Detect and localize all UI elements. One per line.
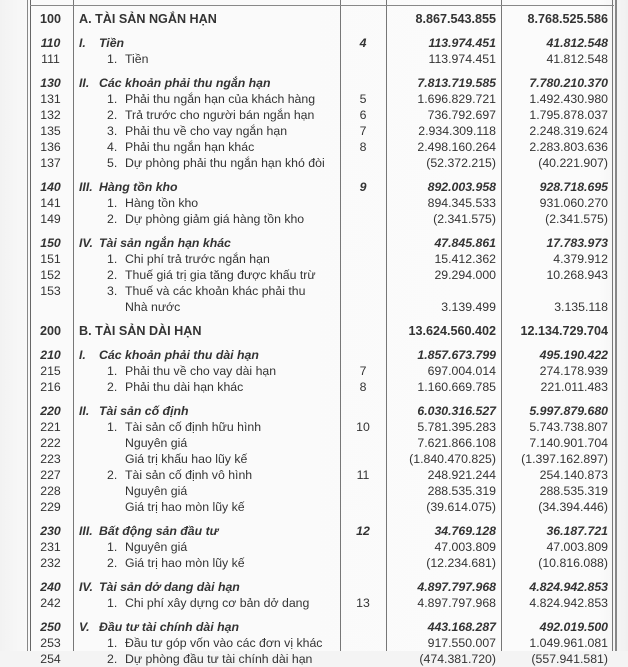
row-current-year-value: (474.381.720) [419,652,496,666]
table-row [0,299,628,315]
row-label: Giá trị khấu hao lũy kế [125,452,248,466]
row-label: Phải thu về cho vay dài hạn [125,364,277,378]
row-code: 110 [40,36,61,50]
row-code: 150 [40,236,61,250]
row-note: 7 [359,364,367,378]
row-code: 215 [40,364,61,378]
row-index: 3. [107,124,118,138]
row-current-year-value: 8.867.543.855 [415,12,496,26]
row-code: 153 [40,284,61,298]
table-row [0,579,628,595]
row-code: 131 [40,92,61,106]
row-code: 130 [40,76,61,90]
table-row [0,651,628,667]
row-label: Đầu tư tài chính dài hạn [99,620,239,634]
row-index: 1. [107,636,118,650]
row-current-year-value: (2.341.575) [433,212,496,226]
row-label: B. TÀI SẢN DÀI HẠN [79,324,202,338]
table-row [0,251,628,267]
row-description [79,299,385,315]
table-row [0,435,628,451]
row-prior-year-value: 4.824.942.853 [529,596,608,610]
row-index: 2. [107,652,118,666]
row-prior-year-value: 10.268.943 [546,268,608,282]
row-note: 12 [356,524,370,538]
row-current-year-value: 13.624.560.402 [408,324,496,338]
balance-sheet-table [0,9,628,667]
row-label: Tài sản dở dang dài hạn [99,580,240,594]
table-row [0,283,628,299]
row-description [79,595,367,611]
row-index: 2. [107,468,118,482]
row-label: Giá trị hao mòn lũy kế [125,556,245,570]
row-label: A. TÀI SẢN NGẮN HẠN [79,12,217,26]
row-code: 253 [40,636,61,650]
row-description [79,179,339,195]
row-note: 10 [356,420,370,434]
row-label: Dự phòng đầu tư tài chính dài hạn [125,652,313,666]
row-label: Nhà nước [125,300,181,314]
row-current-year-value: 113.974.451 [428,36,496,50]
row-description [79,51,367,67]
row-description [79,139,367,155]
row-description [79,523,339,539]
table-row [0,235,628,251]
row-code: 111 [41,52,60,66]
row-prior-year-value: 7.140.901.704 [529,436,608,450]
row-prior-year-value: 2.283.803.636 [529,140,608,154]
row-prior-year-value: (2.341.575) [545,212,608,226]
row-current-year-value: 47.003.809 [434,540,496,554]
row-description [79,579,339,595]
row-note: 11 [356,468,370,482]
row-code: 210 [40,348,61,362]
row-label: Tài sản ngắn hạn khác [99,236,231,250]
row-description [79,235,339,251]
row-current-year-value: (52.372.215) [426,156,496,170]
row-label: Đầu tư góp vốn vào các đơn vị khác [125,636,323,650]
row-description [79,267,367,283]
row-code: 242 [40,596,61,610]
row-current-year-value: 4.897.797.968 [417,596,496,610]
row-label: Phải thu ngắn hạn khác [125,140,255,154]
row-prior-year-value: 17.783.973 [546,236,608,250]
row-description [79,91,367,107]
row-code: 228 [40,484,61,498]
table-row [0,451,628,467]
row-description [79,619,339,635]
table-row [0,155,628,171]
row-note: 13 [356,596,370,610]
table-row [0,467,628,483]
row-code: 135 [40,124,61,138]
row-prior-year-value: 492.019.500 [539,620,608,634]
row-description [79,635,367,651]
table-header-bottom-rule [30,5,614,6]
row-prior-year-value: 5.743.738.807 [529,420,608,434]
table-row [0,499,628,515]
row-index: II. [79,76,90,90]
row-current-year-value: 736.792.697 [427,108,496,122]
row-prior-year-value: 36.187.721 [546,524,608,538]
row-index: 1. [107,92,118,106]
row-label: Các khoản phải thu ngắn hạn [99,76,271,90]
row-current-year-value: 15.412.362 [434,252,496,266]
row-prior-year-value: (34.394.446) [538,500,608,514]
row-index: 1. [107,252,118,266]
row-current-year-value: 1.160.669.785 [417,380,496,394]
row-current-year-value: 7.813.719.585 [417,76,496,90]
row-note: 6 [359,108,367,122]
table-row [0,347,628,363]
row-prior-year-value: 1.492.430.980 [529,92,608,106]
table-row [0,523,628,539]
row-code: 137 [40,156,61,170]
row-description [79,451,385,467]
row-label: Tài sản cố định vô hình [125,468,253,482]
row-prior-year-value: (40.221.907) [538,156,608,170]
table-row [0,483,628,499]
row-current-year-value: (1.840.470.825) [409,452,496,466]
row-current-year-value: 5.781.395.283 [417,420,496,434]
row-prior-year-value: 495.190.422 [539,348,608,362]
row-code: 230 [40,524,61,538]
table-row [0,403,628,419]
row-code: 223 [40,452,61,466]
row-description [79,499,385,515]
row-current-year-value: 697.004.014 [427,364,496,378]
row-label: Bất động sản đầu tư [99,524,219,538]
table-row [0,323,628,339]
row-description [79,555,367,571]
row-code: 254 [40,652,61,666]
table-row [0,91,628,107]
row-label: Hàng tồn kho [125,196,199,210]
table-row [0,555,628,571]
table-row [0,139,628,155]
row-description [79,211,367,227]
row-current-year-value: 29.294.000 [434,268,496,282]
row-code: 227 [40,468,61,482]
row-label: Dự phòng phải thu ngắn hạn khó đòi [125,156,325,170]
row-current-year-value: 4.897.797.968 [417,580,496,594]
row-prior-year-value: 41.812.548 [546,52,608,66]
row-current-year-value: 892.003.958 [427,180,496,194]
row-note: 8 [359,380,367,394]
table-row [0,379,628,395]
row-description [79,347,339,363]
table-row [0,51,628,67]
table-row [0,419,628,435]
row-current-year-value: 288.535.319 [427,484,496,498]
table-row [0,35,628,51]
row-prior-year-value: 1.049.961.081 [529,636,608,650]
row-index: 3. [107,284,118,298]
row-index: V. [79,620,90,634]
table-row [0,619,628,635]
table-row [0,75,628,91]
row-current-year-value: 6.030.316.527 [417,404,496,418]
row-description [79,323,339,339]
row-note: 4 [359,36,367,50]
row-code: 132 [40,108,61,122]
row-code: 216 [40,380,61,394]
row-description [79,483,385,499]
row-code: 141 [40,196,61,210]
row-prior-year-value: 254.140.873 [539,468,608,482]
row-index: III. [79,180,93,194]
row-current-year-value: 2.498.160.264 [417,140,496,154]
table-row [0,179,628,195]
row-index: 1. [107,596,118,610]
row-code: 200 [39,324,61,338]
row-current-year-value: (12.234.681) [426,556,496,570]
row-note: 8 [359,140,367,154]
row-prior-year-value: 12.134.729.704 [520,324,608,338]
table-row [0,363,628,379]
row-code: 220 [40,404,61,418]
row-label: Hàng tồn kho [99,180,178,194]
row-code: 250 [40,620,61,634]
row-label: Các khoản phải thu dài hạn [99,348,259,362]
row-code: 222 [40,436,61,450]
row-description [79,403,339,419]
row-code: 221 [40,420,61,434]
row-current-year-value: 1.857.673.799 [417,348,496,362]
row-label: Tiền [125,52,149,66]
row-index: 1. [107,52,118,66]
row-current-year-value: 894.345.533 [427,196,496,210]
row-code: 231 [40,540,61,554]
row-prior-year-value: 2.248.319.624 [529,124,608,138]
row-index: 2. [107,268,118,282]
row-index: 1. [107,196,118,210]
row-current-year-value: 917.550.007 [427,636,496,650]
row-prior-year-value: 221.011.483 [540,380,608,394]
row-prior-year-value: 1.795.878.037 [529,108,608,122]
row-label: Chi phí trả trước ngắn hạn [125,252,270,266]
row-label: Phải thu về cho vay ngắn hạn [125,124,288,138]
table-row [0,267,628,283]
row-index: IV. [79,236,93,250]
row-description [79,435,385,451]
row-description [79,363,367,379]
row-description [79,75,339,91]
row-prior-year-value: 41.812.548 [546,36,608,50]
row-description [79,283,367,299]
row-code: 136 [40,140,61,154]
row-label: Tài sản cố định hữu hình [125,420,262,434]
row-prior-year-value: 8.768.525.586 [527,12,608,26]
row-prior-year-value: 3.135.118 [554,300,608,314]
row-index: 2. [107,556,118,570]
row-prior-year-value: 928.718.695 [539,180,608,194]
row-index: 4. [107,140,118,154]
row-code: 149 [40,212,61,226]
row-index: II. [79,404,90,418]
row-note: 5 [359,92,367,106]
row-index: I. [79,36,86,50]
row-label: Nguyên giá [125,540,188,554]
row-description [79,35,339,51]
row-label: Thuế giá trị gia tăng được khấu trừ [125,268,316,282]
row-index: 2. [107,380,118,394]
row-current-year-value: 47.845.861 [434,236,496,250]
row-index: 2. [107,108,118,122]
row-index: 1. [107,540,118,554]
row-description [79,11,339,27]
table-row [0,539,628,555]
row-prior-year-value: 4.824.942.853 [529,580,608,594]
row-label: Thuế và các khoản khác phải thu [125,284,306,298]
row-label: Nguyên giá [125,436,188,450]
row-index: III. [79,524,93,538]
table-row [0,11,628,27]
table-row [0,123,628,139]
row-current-year-value: 113.974.451 [428,52,496,66]
row-label: Chi phí xây dựng cơ bản dở dang [125,596,310,610]
row-description [79,419,367,435]
row-label: Giá trị hao mòn lũy kế [125,500,245,514]
row-prior-year-value: 47.003.809 [546,540,608,554]
row-code: 232 [40,556,61,570]
row-current-year-value: 2.934.309.118 [418,124,496,138]
table-row [0,107,628,123]
table-row [0,195,628,211]
row-label: Phải thu ngắn hạn của khách hàng [125,92,316,106]
row-description [79,651,367,667]
row-prior-year-value: 931.060.270 [539,196,608,210]
row-current-year-value: 248.921.244 [427,468,496,482]
row-current-year-value: 3.139.499 [441,300,496,314]
row-description [79,123,367,139]
row-note: 9 [359,180,367,194]
row-current-year-value: 443.168.287 [427,620,496,634]
row-description [79,195,367,211]
row-description [79,539,367,555]
row-code: 100 [39,12,61,26]
row-index: 5. [107,156,118,170]
row-description [79,251,367,267]
row-description [79,467,367,483]
row-prior-year-value: (1.397.162.897) [521,452,608,466]
row-label: Dự phòng giảm giá hàng tồn kho [125,212,305,226]
row-current-year-value: 7.621.866.108 [417,436,496,450]
row-prior-year-value: 4.379.912 [553,252,608,266]
row-label: Phải thu dài hạn khác [125,380,244,394]
row-description [79,155,367,171]
row-current-year-value: 34.769.128 [434,524,496,538]
row-prior-year-value: (557.941.581) [531,652,608,666]
table-row [0,211,628,227]
row-code: 229 [40,500,61,514]
row-index: 2. [107,212,118,226]
row-code: 140 [40,180,61,194]
row-note: 7 [359,124,367,138]
row-index: 1. [107,364,118,378]
row-index: I. [79,348,86,362]
row-prior-year-value: (10.816.088) [538,556,608,570]
row-code: 152 [40,268,61,282]
row-prior-year-value: 5.997.879.680 [529,404,608,418]
table-row [0,595,628,611]
row-label: Tài sản cố định [99,404,189,418]
row-label: Trả trước cho người bán ngắn hạn [125,108,315,122]
row-code: 151 [40,252,61,266]
row-current-year-value: 1.696.829.721 [417,92,496,106]
row-label: Tiền [99,36,125,50]
table-row [0,635,628,651]
row-index: IV. [79,580,93,594]
row-prior-year-value: 288.535.319 [539,484,608,498]
row-label: Nguyên giá [125,484,188,498]
row-index: 1. [107,420,118,434]
row-prior-year-value: 7.780.210.370 [529,76,608,90]
row-current-year-value: (39.614.075) [426,500,496,514]
row-description [79,107,367,123]
row-description [79,379,367,395]
row-prior-year-value: 274.178.939 [539,364,608,378]
row-code: 240 [40,580,61,594]
